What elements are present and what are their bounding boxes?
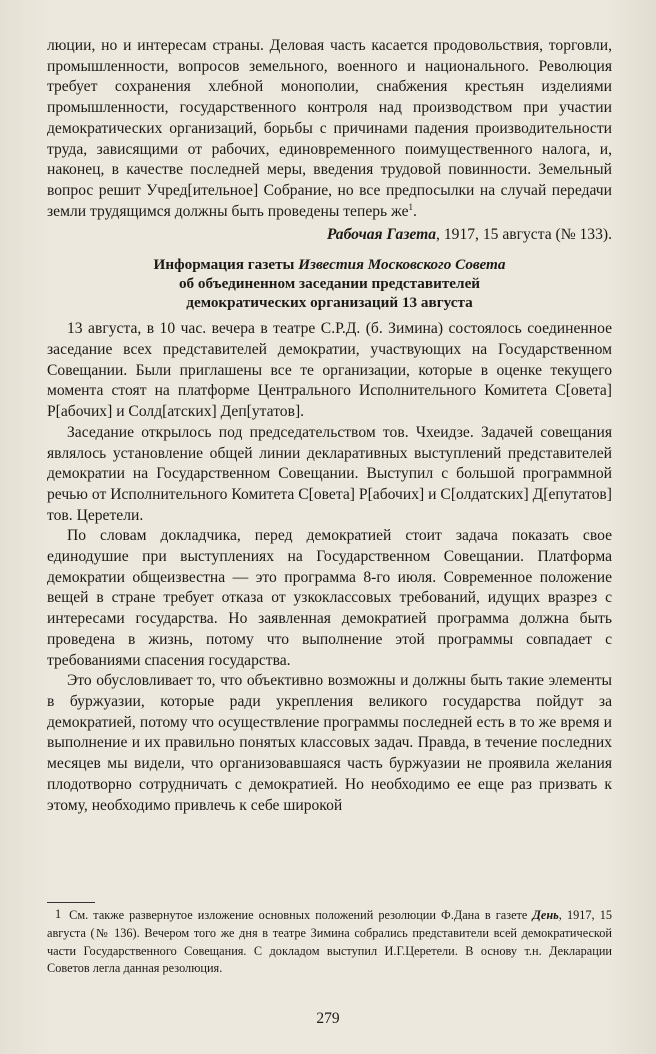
source-details: , 1917, 15 августа (№ 133).: [436, 226, 612, 244]
page-number: 279: [316, 1010, 340, 1027]
headline-line-2: об объединенном заседании представителей: [178, 275, 481, 293]
document-headline: [47, 255, 612, 312]
paragraph: 13 августа, в 10 час. вечера в театре С.Р.Д. (б. Зимина) состоялось соединенное заседание всех представителей демократии, участвующих на Государственном Совещании. Были приглашены все те организации, которые в оценке текущего момента стоят на платформе Центрального Исполнительного Комитета С[овета] Р[абочих] и Солд[атских] Деп[утатов].: [47, 320, 612, 421]
paragraph: Заседание открылось под председательством тов. Чхеидзе. Задачей совещания являлось установление общей линии декларативных выступлений представителей демократии на Государственном Совещании. Выступил с большой программной речью от Исполнительного Комитета С[овета] Р[абочих] и С[олдатских] Д[епутатов] тов. Церетели.: [47, 423, 612, 524]
paragraph: Это обусловливает то, что объективно возможны и должны быть такие элементы в буржуазии, которые ради укрепления великого государства пойдут за демократией, потому что осуществление программы последней есть в то же время и выполнение и их правильно понятых классовых задач. Правда, в течение последних месяцев мы видели, что организовавшаяся часть буржуазии не проявила желания плодотворно сотрудничать с демократией. Но необходимо ее еще раз призвать к этому, необходимо привлечь к себе широкой: [47, 672, 612, 814]
headline-line-3: демократических организаций 13 августа: [186, 294, 473, 312]
headline-line-1: Информация газеты Известия Московского Совета: [153, 256, 506, 274]
paragraph-continued: люции, но и интересам страны. Деловая часть касается продовольствия, торговли, промышленности, вопросов земельного, военного и национального. Революция требует сохранения хлебной монополии, снабжения крестьян изделиями промышленности, государственного контроля над производством при участии демократических организаций, борьбы с причинами падения производительности труда, зависящими от рабочих, единовременного поимущественного налога, и, наконец, в качестве последней меры, введения трудовой повинности. Земельный вопрос решит Учред[ительное] Собрание, но все предпосылки на случай передачи земли трудящимся должны быть проведены теперь $же^1$.: [47, 37, 612, 220]
footnote-number: 1: [55, 907, 62, 921]
main-text-column: [47, 36, 612, 816]
footnote-divider: [47, 902, 95, 903]
footnote-newspaper: День: [532, 908, 559, 922]
paragraph: По словам докладчика, перед демократией стоит задача показать свое единодушие при выступлениях на Государственном Совещании. Платформа демократии общеизвестна — это программа 8-го июля. Современное положение вещей в стране требует отказа от узкоклассовых требований, идущих вразрез с интересами государства. Но заявленная демократией программа должна быть проведена в жизнь, потому что выполнение этой программы совпадает с требованиями спасения государства.: [47, 527, 612, 669]
footnote-reference: 1: [408, 201, 414, 212]
source-citation: [47, 224, 612, 245]
footnote: 1 См. также развернутое изложение основных положений резолюции Ф.Дана в газете День, 1917, 15 августа (№ 136). Вечером того же дня в театре Зимина собрались представители всей демократической части Государственного Совещания. С докладом выступил И.Г.Церетели. В основу т.н. Декларации Советов легла данная резолюция.: [47, 907, 613, 976]
source-newspaper: Рабочая Газета: [326, 226, 437, 244]
